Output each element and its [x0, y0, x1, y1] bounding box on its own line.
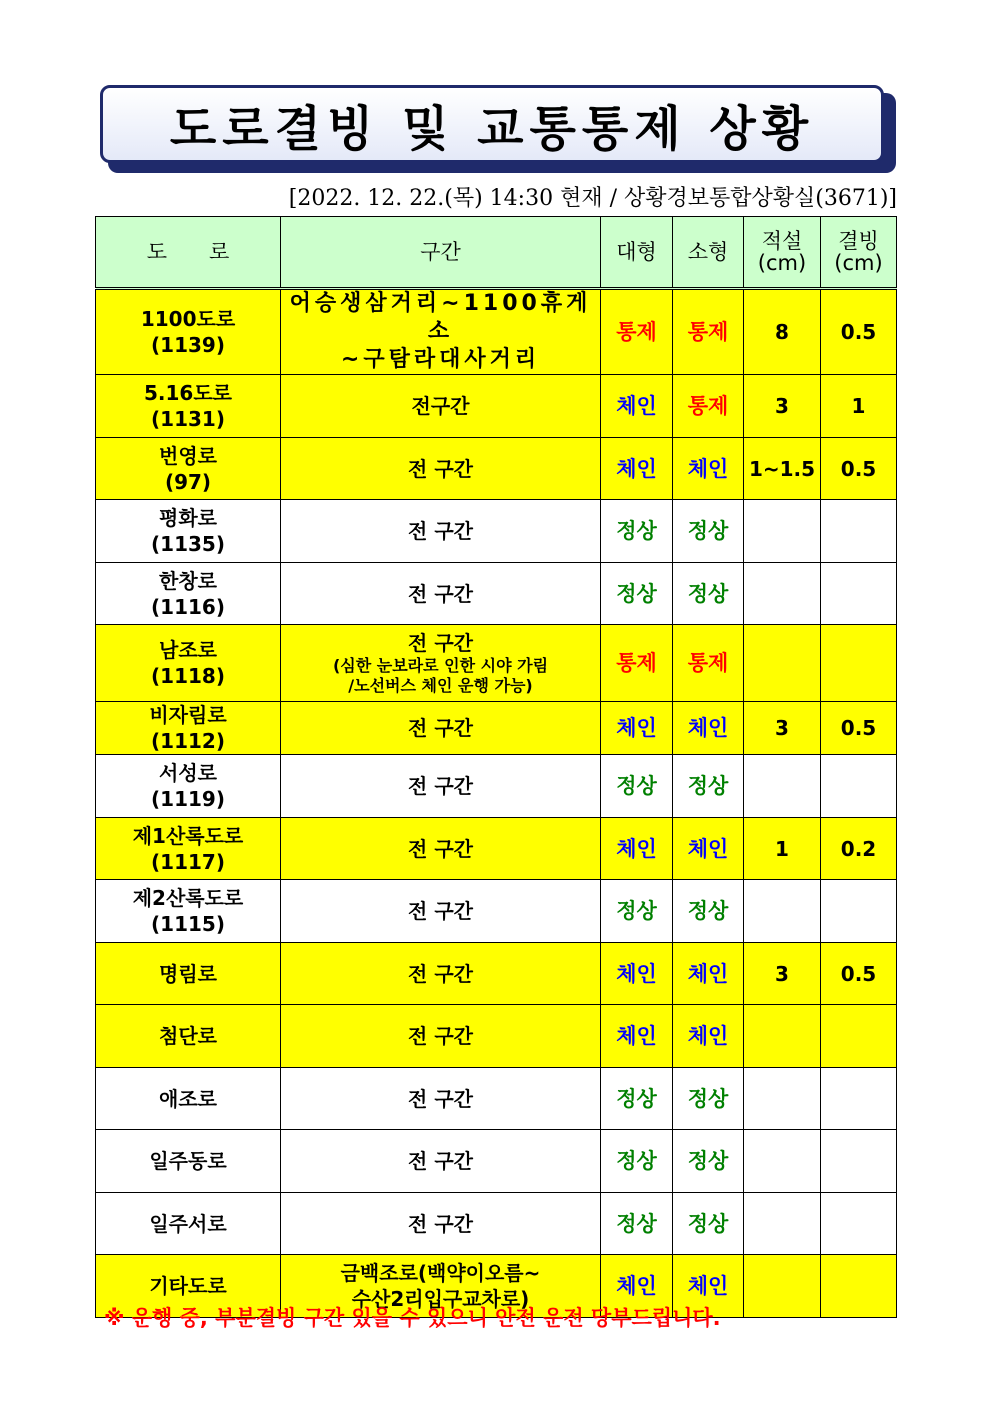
status-badge: 체인	[616, 961, 657, 986]
large-vehicle-status	[601, 375, 673, 438]
status-badge: 체인	[687, 716, 729, 740]
status-badge: 정상	[687, 1149, 729, 1173]
large-vehicle-status	[601, 563, 673, 625]
section-cell	[281, 438, 601, 500]
road-name: 첨단로	[159, 1024, 217, 1048]
status-badge: 체인	[616, 456, 657, 481]
table-row	[96, 880, 897, 943]
status-badge: 체인	[687, 836, 729, 861]
road-cell	[96, 1005, 281, 1068]
road-name: 일주서로	[149, 1211, 227, 1236]
ice-depth	[821, 563, 897, 625]
road-number: (1119)	[151, 787, 225, 811]
snow-depth	[744, 755, 821, 818]
status-badge: 체인	[616, 1274, 657, 1298]
road-number: (1116)	[151, 594, 225, 619]
road-name: 명림로	[159, 961, 217, 986]
section-text-line2: ~구탐라대사거리	[340, 347, 541, 372]
road-number: (1112)	[151, 729, 225, 753]
ice-depth	[821, 755, 897, 818]
snow-depth: 1~1.5	[744, 438, 821, 500]
snow-depth	[744, 1005, 821, 1068]
status-badge: 통제	[687, 394, 729, 418]
status-badge: 정상	[687, 774, 729, 798]
table-row	[96, 1130, 897, 1193]
section-cell	[281, 1193, 601, 1255]
table-row	[96, 943, 897, 1005]
status-badge: 정상	[616, 519, 657, 543]
section-cell	[281, 563, 601, 625]
snow-depth	[744, 1255, 821, 1318]
status-badge: 정상	[687, 581, 729, 606]
section-text: 전 구간	[408, 961, 473, 986]
small-vehicle-status	[673, 943, 744, 1005]
header-snow	[744, 217, 821, 289]
road-name: 서성로	[159, 761, 217, 785]
road-cell	[96, 375, 281, 438]
section-cell	[281, 289, 601, 375]
road-cell	[96, 289, 281, 375]
header-section: 구간	[281, 217, 601, 289]
large-vehicle-status	[601, 1130, 673, 1193]
large-vehicle-status	[601, 702, 673, 755]
small-vehicle-status	[673, 289, 744, 375]
ice-depth: 0.5	[821, 289, 897, 375]
section-note	[281, 656, 600, 696]
section-text: 전구간	[411, 394, 470, 418]
status-badge: 정상	[687, 1086, 729, 1111]
snow-depth: 8	[744, 289, 821, 375]
small-vehicle-status	[673, 818, 744, 880]
ice-depth: 0.5	[821, 702, 897, 755]
large-vehicle-status	[601, 818, 673, 880]
small-vehicle-status	[673, 755, 744, 818]
road-number: (1118)	[151, 664, 225, 688]
table-row	[96, 500, 897, 563]
road-cell	[96, 880, 281, 943]
road-number: (1135)	[151, 532, 225, 556]
status-badge: 정상	[616, 899, 657, 923]
large-vehicle-status	[601, 1193, 673, 1255]
road-cell	[96, 563, 281, 625]
header-snow-unit: (cm)	[757, 251, 807, 275]
ice-depth	[821, 1255, 897, 1318]
road-number: (97)	[164, 469, 212, 494]
table-row	[96, 1068, 897, 1130]
table-row	[96, 755, 897, 818]
status-badge: 정상	[687, 899, 729, 923]
section-cell	[281, 500, 601, 563]
road-name: 비자림로	[149, 703, 227, 727]
small-vehicle-status	[673, 625, 744, 702]
section-cell	[281, 880, 601, 943]
road-name: 일주동로	[149, 1149, 227, 1173]
section-cell	[281, 755, 601, 818]
road-number: (1117)	[151, 849, 225, 874]
road-cell	[96, 500, 281, 563]
snow-depth	[744, 880, 821, 943]
status-badge: 정상	[616, 1149, 657, 1173]
snow-depth	[744, 625, 821, 702]
large-vehicle-status	[601, 1005, 673, 1068]
header-ice-label: 결빙	[838, 229, 879, 253]
road-status-table	[95, 216, 897, 1318]
ice-depth	[821, 1193, 897, 1255]
section-text: 전 구간	[408, 1086, 473, 1111]
road-cell	[96, 755, 281, 818]
status-badge: 체인	[616, 1024, 657, 1048]
section-text: 전 구간	[408, 1211, 473, 1236]
road-name: 5.16도로	[144, 381, 232, 405]
section-cell	[281, 625, 601, 702]
road-name: 1100도로	[140, 307, 236, 331]
small-vehicle-status	[673, 1130, 744, 1193]
table-row	[96, 625, 897, 702]
section-text: 전 구간	[408, 899, 473, 923]
road-cell	[96, 702, 281, 755]
table-row	[96, 702, 897, 755]
small-vehicle-status	[673, 563, 744, 625]
section-text: 전 구간	[408, 716, 473, 740]
road-name: 애조로	[159, 1086, 217, 1111]
section-text: 어승생삼거리~1100휴게소	[289, 291, 592, 344]
small-vehicle-status	[673, 438, 744, 500]
small-vehicle-status	[673, 880, 744, 943]
status-badge: 체인	[687, 961, 729, 986]
small-vehicle-status	[673, 1005, 744, 1068]
large-vehicle-status	[601, 880, 673, 943]
page-title: 도로결빙 및 교통통제 상황	[169, 100, 815, 157]
snow-depth	[744, 563, 821, 625]
report-timestamp: [2022. 12. 22.(목) 14:30 현재 / 상황경보통합상황실(3671)]	[288, 186, 897, 211]
status-badge: 정상	[616, 581, 657, 606]
status-badge: 통제	[687, 320, 729, 344]
header-ice	[821, 217, 897, 289]
footnote: ※ 운행 중, 부분결빙 구간 있을 수 있으니 안전 운전 당부드립니다.	[104, 1306, 721, 1330]
small-vehicle-status	[673, 500, 744, 563]
status-badge: 정상	[687, 1211, 729, 1236]
large-vehicle-status	[601, 625, 673, 702]
status-badge: 체인	[687, 456, 729, 481]
status-badge: 정상	[616, 1086, 657, 1111]
section-cell	[281, 1068, 601, 1130]
road-cell	[96, 1068, 281, 1130]
snow-depth: 1	[744, 818, 821, 880]
table-row	[96, 1193, 897, 1255]
section-cell	[281, 1130, 601, 1193]
large-vehicle-status	[601, 755, 673, 818]
large-vehicle-status	[601, 1068, 673, 1130]
road-name: 제2산록도로	[132, 886, 244, 910]
table-row	[96, 438, 897, 500]
road-number: (1131)	[151, 407, 225, 431]
status-badge: 체인	[616, 394, 657, 418]
large-vehicle-status	[601, 438, 673, 500]
small-vehicle-status	[673, 702, 744, 755]
section-cell	[281, 375, 601, 438]
section-text: 전 구간	[408, 456, 473, 481]
road-number: (1139)	[151, 333, 225, 357]
snow-depth: 3	[744, 375, 821, 438]
status-badge: 통제	[616, 320, 657, 344]
section-note-line2: /노선버스 체인 운행 가능)	[348, 676, 533, 695]
table-row	[96, 375, 897, 438]
ice-depth	[821, 880, 897, 943]
road-cell	[96, 438, 281, 500]
status-badge: 정상	[687, 519, 729, 543]
status-badge: 체인	[687, 1024, 729, 1048]
status-badge: 정상	[616, 1211, 657, 1236]
road-cell	[96, 818, 281, 880]
section-cell	[281, 1005, 601, 1068]
section-text-line2: 수산2리입구교차로)	[351, 1287, 530, 1311]
snow-depth	[744, 1068, 821, 1130]
snow-depth	[744, 1193, 821, 1255]
section-text: 전 구간	[408, 631, 473, 655]
section-text: 전 구간	[408, 581, 473, 606]
road-name: 기타도로	[149, 1274, 227, 1298]
table-row	[96, 818, 897, 880]
status-badge: 체인	[616, 716, 657, 740]
header-ice-unit: (cm)	[834, 251, 883, 275]
section-text: 전 구간	[408, 836, 473, 861]
status-badge: 체인	[616, 836, 657, 861]
section-cell	[281, 943, 601, 1005]
ice-depth: 0.2	[821, 818, 897, 880]
small-vehicle-status	[673, 1068, 744, 1130]
title-box	[100, 85, 884, 163]
section-text: 금백조로(백약이오름~	[340, 1261, 541, 1285]
ice-depth: 0.5	[821, 438, 897, 500]
section-text: 전 구간	[408, 1024, 473, 1048]
road-cell	[96, 1193, 281, 1255]
snow-depth	[744, 500, 821, 563]
road-cell	[96, 943, 281, 1005]
ice-depth	[821, 1005, 897, 1068]
ice-depth	[821, 500, 897, 563]
table-row	[96, 1005, 897, 1068]
snow-depth: 3	[744, 943, 821, 1005]
road-name: 남조로	[159, 638, 217, 662]
snow-depth: 3	[744, 702, 821, 755]
road-name: 제1산록도로	[132, 823, 244, 848]
road-number: (1115)	[151, 912, 225, 936]
section-cell	[281, 702, 601, 755]
section-note-line1: (심한 눈보라로 인한 시야 가림	[332, 656, 549, 675]
status-badge: 통제	[687, 651, 729, 675]
large-vehicle-status	[601, 289, 673, 375]
table-header-row	[96, 217, 897, 289]
status-badge: 체인	[687, 1274, 729, 1298]
ice-depth: 0.5	[821, 943, 897, 1005]
snow-depth	[744, 1130, 821, 1193]
status-badge: 정상	[616, 774, 657, 798]
ice-depth	[821, 625, 897, 702]
road-name: 한창로	[159, 568, 217, 593]
road-cell	[96, 1130, 281, 1193]
ice-depth	[821, 1130, 897, 1193]
small-vehicle-status	[673, 1193, 744, 1255]
road-name: 평화로	[159, 506, 217, 530]
road-name: 번영로	[159, 443, 217, 468]
small-vehicle-status	[673, 375, 744, 438]
ice-depth: 1	[821, 375, 897, 438]
header-road: 도 로	[96, 217, 281, 289]
table-row	[96, 289, 897, 375]
header-snow-label: 적설	[761, 229, 803, 253]
table-row	[96, 563, 897, 625]
road-cell	[96, 625, 281, 702]
status-badge: 통제	[616, 651, 657, 675]
ice-depth	[821, 1068, 897, 1130]
section-text: 전 구간	[408, 519, 473, 543]
header-large: 대형	[601, 217, 673, 289]
section-cell	[281, 818, 601, 880]
table-body	[96, 289, 897, 1318]
large-vehicle-status	[601, 500, 673, 563]
large-vehicle-status	[601, 943, 673, 1005]
section-text: 전 구간	[408, 1149, 473, 1173]
header-small: 소형	[673, 217, 744, 289]
section-text: 전 구간	[408, 774, 473, 798]
